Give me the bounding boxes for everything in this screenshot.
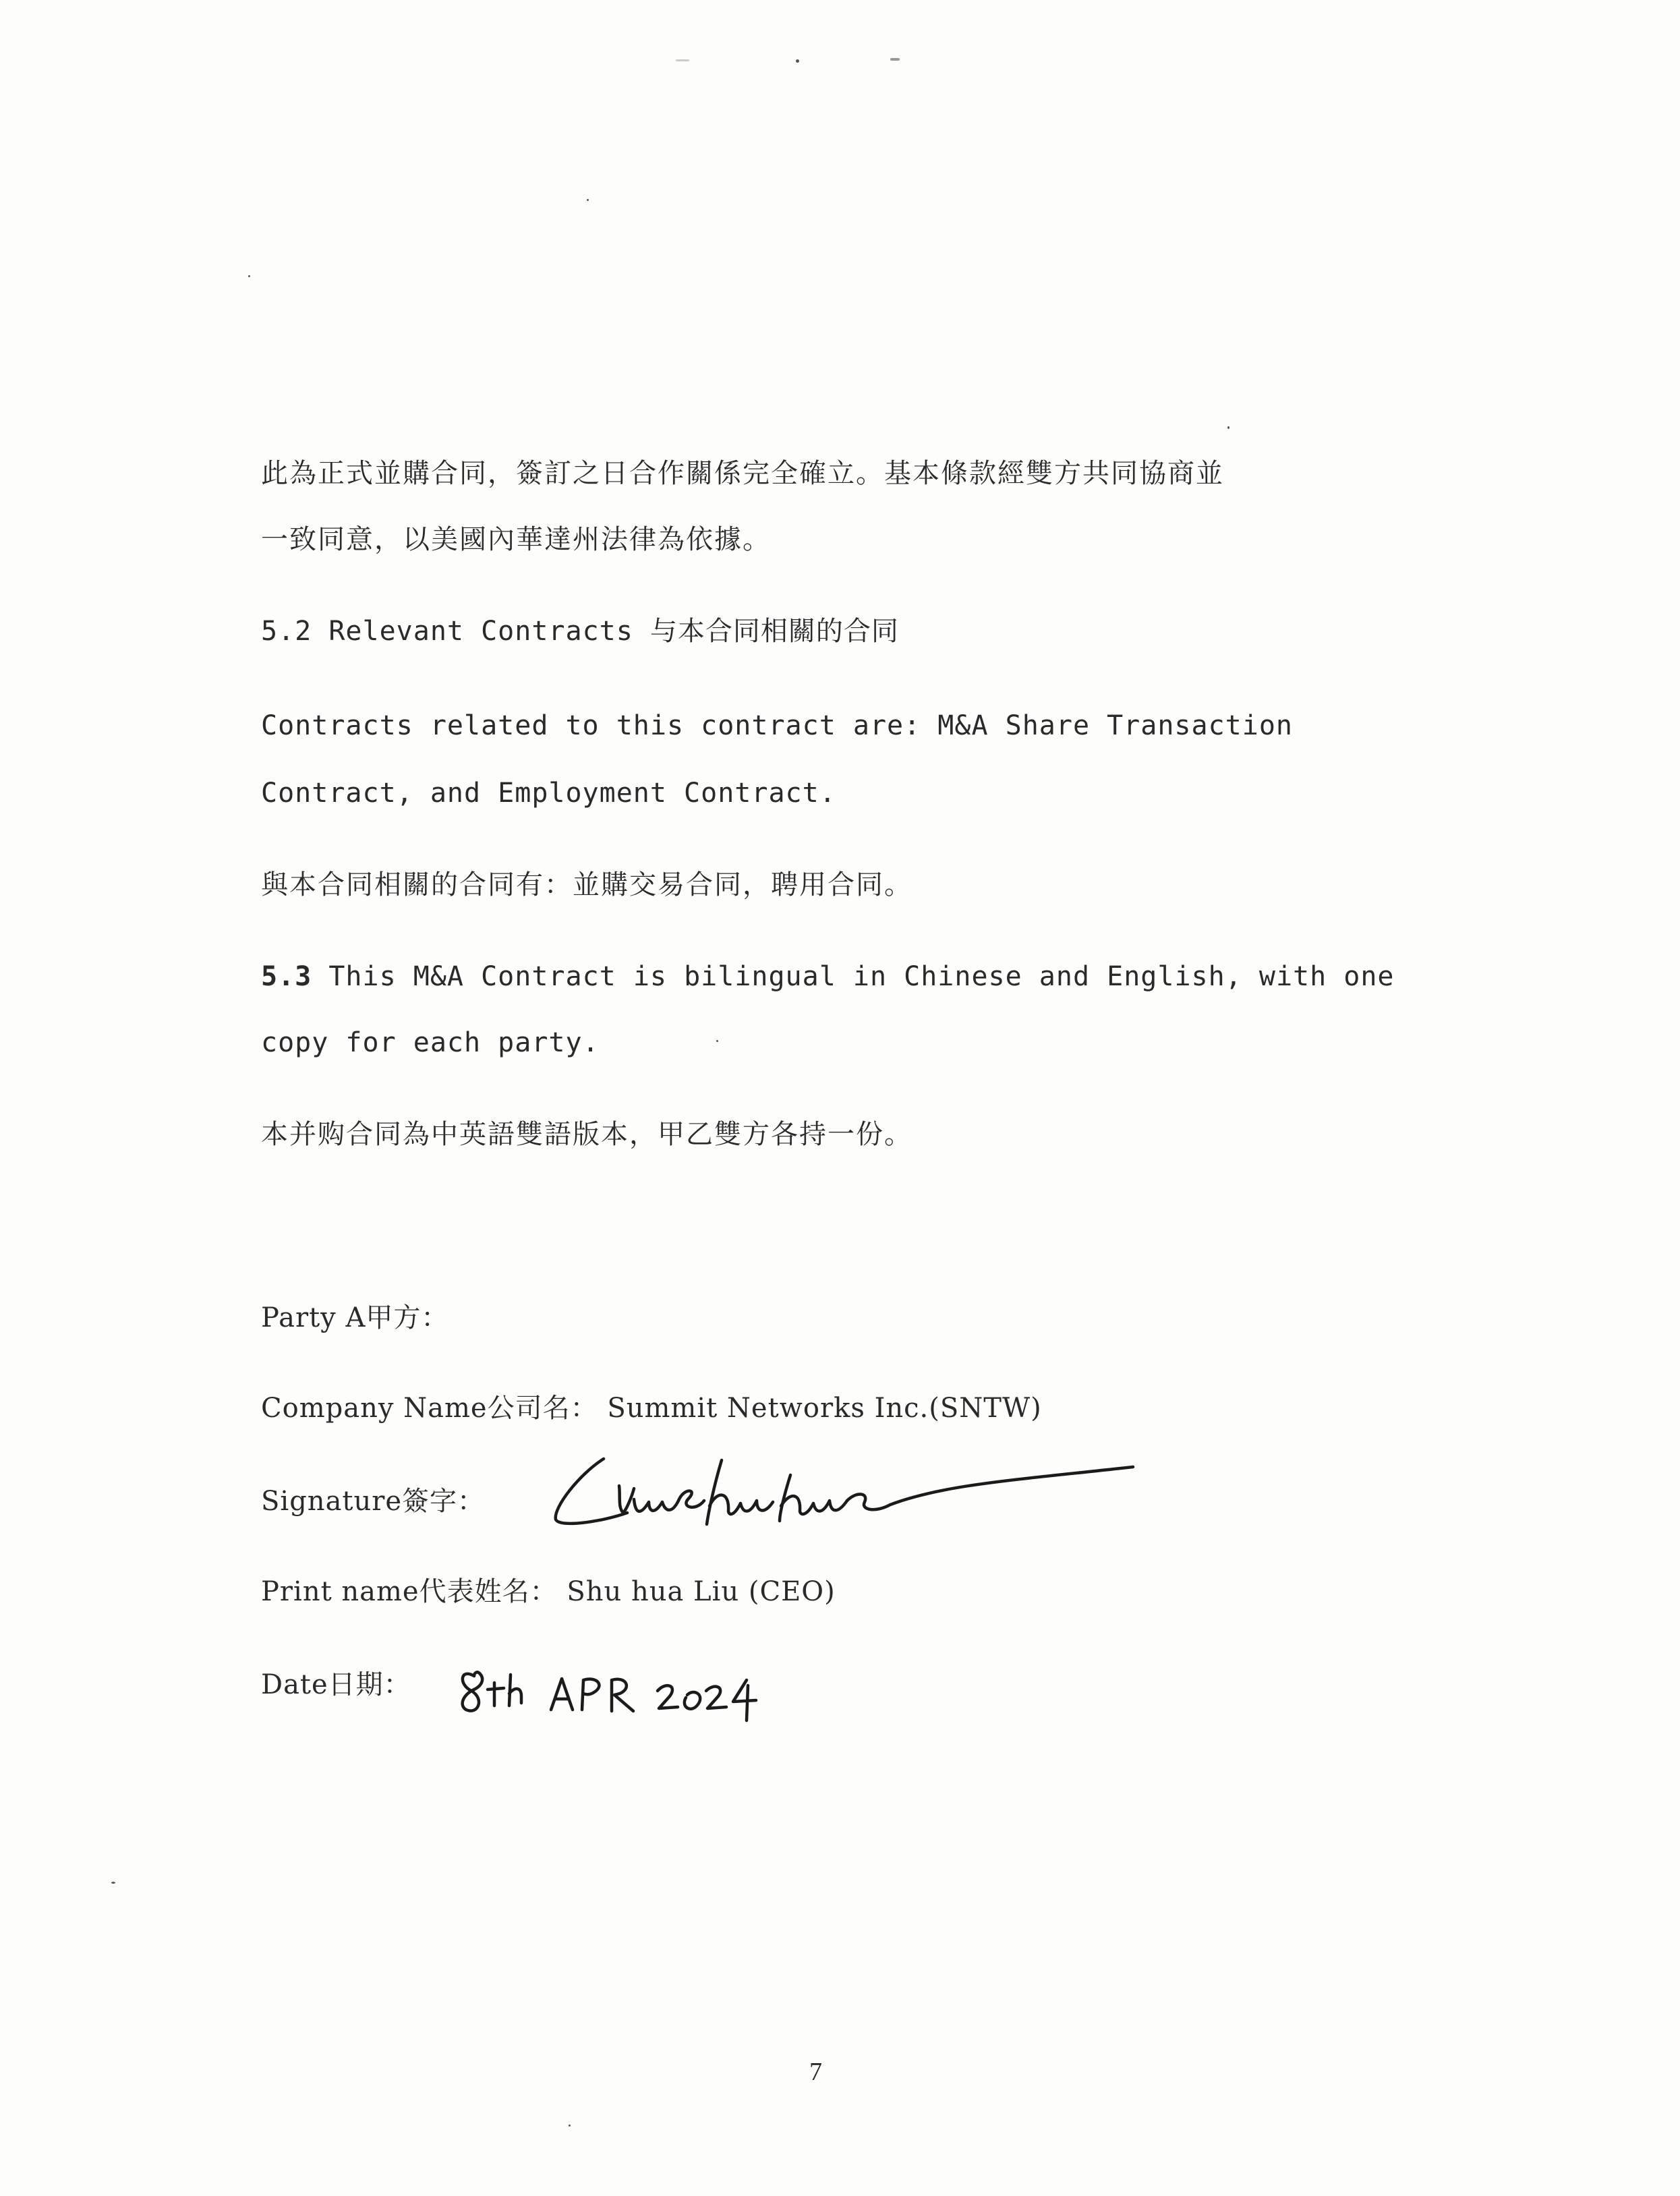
- clause-5-1-zh-line-1: 此為正式並購合同，簽訂之日合作關係完全確立。基本條款經雙方共同協商並: [261, 458, 1224, 489]
- page-number: 7: [809, 2058, 822, 2086]
- clause-5-3-zh: 本并购合同為中英語雙語版本，甲乙雙方各持一份。: [261, 1119, 913, 1150]
- clause-5-3-en-line-1: [261, 956, 1395, 997]
- scan-speck: [676, 59, 689, 61]
- clause-5-2-title: Relevant Contracts 与本合同相關的合同: [328, 616, 899, 647]
- clause-5-2-en-line-1: Contracts related to this contract are: M&A Share Transaction: [261, 710, 1294, 741]
- clause-5-2-en-line-2: Contract, and Employment Contract.: [261, 778, 836, 809]
- company-name-label: Company Name公司名：: [261, 1393, 598, 1424]
- date-label: Date日期：: [261, 1669, 411, 1700]
- company-name-row: [261, 1388, 1042, 1428]
- signature-label: Signature簽字：: [261, 1486, 486, 1517]
- handwritten-signature: [540, 1426, 1147, 1548]
- clause-5-2-heading: [261, 611, 899, 652]
- scan-speck: [796, 59, 799, 63]
- scan-speck: [1227, 426, 1229, 429]
- clause-5-1-zh-line-2: 一致同意，以美國內華達州法律為依據。: [261, 524, 771, 555]
- scan-speck: [569, 2125, 571, 2127]
- scan-speck: [890, 58, 900, 61]
- scan-speck: [587, 199, 589, 201]
- print-name-label: Print name代表姓名：: [261, 1576, 558, 1607]
- clause-5-3-text: This M&A Contract is bilingual in Chinese and English, with one: [328, 961, 1395, 992]
- scan-speck: [111, 1882, 115, 1884]
- clause-5-3-en-line-2: copy for each party.: [261, 1027, 600, 1058]
- handwritten-date: [455, 1656, 779, 1723]
- scan-speck: [716, 1040, 718, 1042]
- scan-speck: [248, 275, 250, 277]
- print-name-value: Shu hua Liu (CEO): [567, 1576, 836, 1607]
- clause-5-2-number: 5.2: [261, 616, 312, 647]
- company-name-value: Summit Networks Inc.(SNTW): [607, 1393, 1042, 1424]
- print-name-row: [261, 1571, 836, 1612]
- party-a-heading: Party A甲方：: [261, 1302, 449, 1333]
- clause-5-2-zh: 與本合同相關的合同有：並購交易合同，聘用合同。: [261, 869, 913, 900]
- clause-5-3-number: 5.3: [261, 961, 312, 992]
